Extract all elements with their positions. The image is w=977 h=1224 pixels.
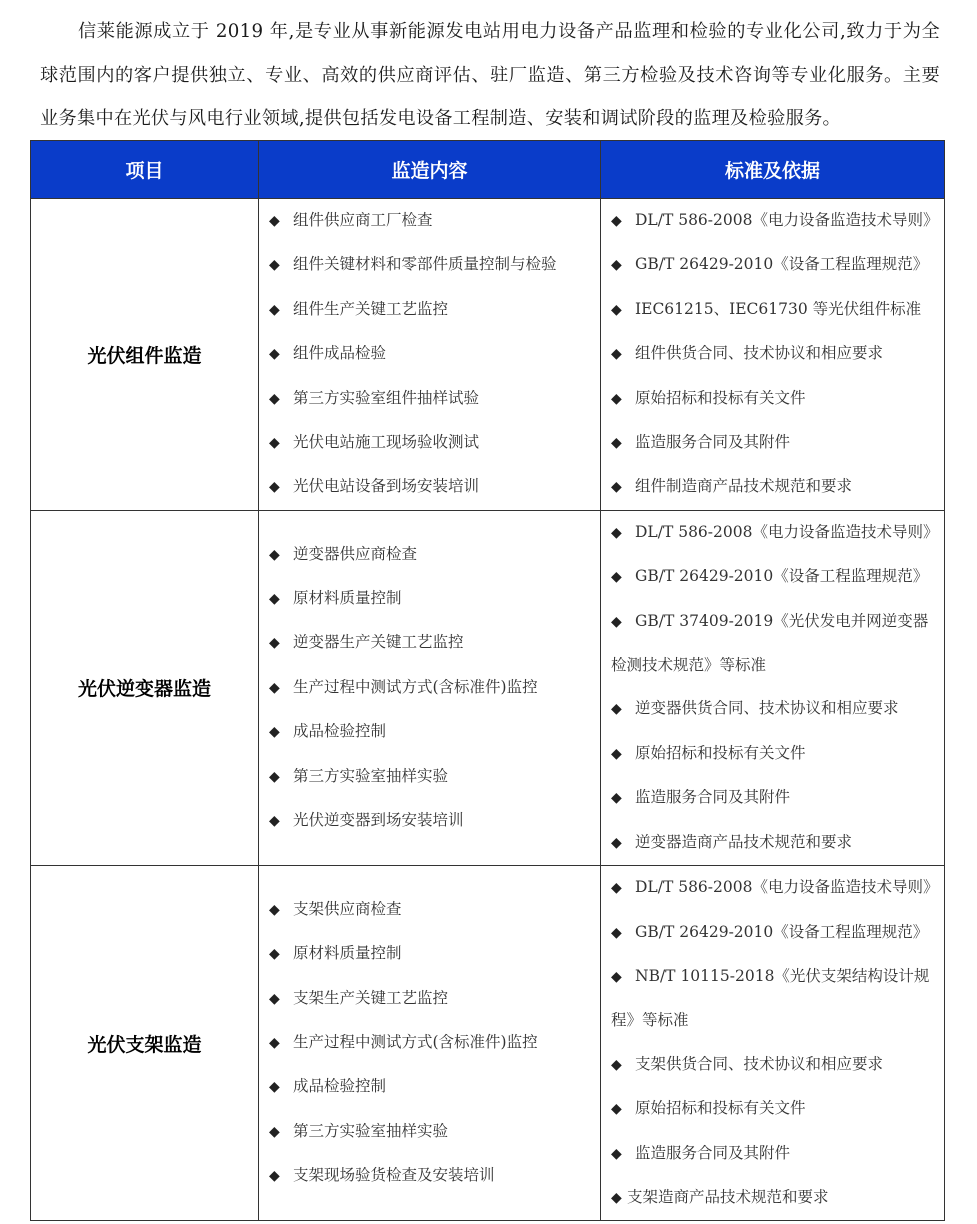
diamond-bullet-icon: ◆ <box>269 1123 280 1140</box>
diamond-bullet-icon: ◆ <box>269 479 280 496</box>
header-item: 项目 <box>31 141 259 199</box>
list-item: ◆ 组件成品检验 <box>259 332 600 376</box>
diamond-bullet-icon: ◆ <box>611 213 622 229</box>
diamond-bullet-icon: ◆ <box>269 724 280 741</box>
list-item: ◆ 监造服务合同及其附件 <box>601 1132 944 1176</box>
diamond-bullet-icon: ◆ <box>269 768 280 785</box>
list-item: ◆ DL/T 586-2008《电力设备监造技术导则》 <box>601 511 944 555</box>
diamond-bullet-icon: ◆ <box>611 880 622 897</box>
supervision-table <box>30 140 945 1221</box>
intro-text: 信莱能源成立于 2019 年,是专业从事新能源发电站用电力设备产品监理和检验的专业化公司,致力于为全球范围内的客户提供独立、专业、高效的供应商评估、驻厂监造、第三方检验及技术咨询等专业化服务。主要业务集中在光伏与风电行业领域,提供包括发电设备工程制造、安装和调试阶段的监理及检验服务。 <box>40 21 940 129</box>
diamond-bullet-icon: ◆ <box>269 990 280 1007</box>
table-header-row <box>31 141 945 199</box>
diamond-bullet-icon: ◆ <box>269 1168 280 1185</box>
standard-list <box>601 866 944 1220</box>
table-row <box>31 510 945 865</box>
list-item: ◆ NB/T 10115-2018《光伏支架结构设计规程》等标准 <box>601 955 944 1043</box>
list-item: ◆ 支架现场验货检查及安装培训 <box>259 1154 600 1198</box>
list-item: ◆ 光伏逆变器到场安装培训 <box>259 799 600 843</box>
diamond-bullet-icon: ◆ <box>611 834 622 851</box>
list-item: ◆ 成品检验控制 <box>259 710 600 754</box>
diamond-bullet-icon: ◆ <box>269 679 280 696</box>
list-item: ◆ 组件生产关键工艺监控 <box>259 288 600 332</box>
list-item: ◆ 第三方实验室抽样实验 <box>259 1110 600 1154</box>
list-item: ◆ GB/T 26429-2010《设备工程监理规范》 <box>601 911 944 955</box>
diamond-bullet-icon: ◆ <box>269 346 280 363</box>
list-item: ◆ 原材料质量控制 <box>259 577 600 621</box>
list-item: ◆ 组件制造商产品技术规范和要求 <box>601 465 944 509</box>
diamond-bullet-icon: ◆ <box>269 390 280 407</box>
diamond-bullet-icon: ◆ <box>269 546 280 563</box>
diamond-bullet-icon: ◆ <box>611 1189 622 1206</box>
item-cell: 光伏支架监造 <box>31 866 259 1221</box>
list-item: ◆ 逆变器供应商检查 <box>259 533 600 577</box>
diamond-bullet-icon: ◆ <box>611 701 622 718</box>
list-item: ◆ DL/T 586-2008《电力设备监造技术导则》 <box>601 199 944 243</box>
list-item: ◆ 逆变器供货合同、技术协议和相应要求 <box>601 687 944 731</box>
item-cell: 光伏组件监造 <box>31 199 259 511</box>
list-item: ◆ 监造服务合同及其附件 <box>601 421 944 465</box>
list-item: ◆ IEC61215、IEC61730 等光伏组件标准 <box>601 288 944 332</box>
header-content: 监造内容 <box>259 141 601 199</box>
diamond-bullet-icon: ◆ <box>611 524 622 541</box>
diamond-bullet-icon: ◆ <box>611 435 622 452</box>
content-list <box>259 533 600 844</box>
list-item: ◆ 成品检验控制 <box>259 1065 600 1109</box>
diamond-bullet-icon: ◆ <box>611 1145 622 1162</box>
list-item: ◆ 光伏电站施工现场验收测试 <box>259 421 600 465</box>
list-item: ◆ 组件关键材料和零部件质量控制与检验 <box>259 243 600 287</box>
diamond-bullet-icon: ◆ <box>269 257 280 274</box>
diamond-bullet-icon: ◆ <box>611 346 622 363</box>
diamond-bullet-icon: ◆ <box>611 390 622 407</box>
list-item: ◆ 逆变器造商产品技术规范和要求 <box>601 821 944 865</box>
content-cell <box>259 866 601 1221</box>
list-item: ◆ 原材料质量控制 <box>259 932 600 976</box>
content-list <box>259 199 600 510</box>
diamond-bullet-icon: ◆ <box>269 812 280 829</box>
item-cell: 光伏逆变器监造 <box>31 510 259 865</box>
content-cell <box>259 510 601 865</box>
table-row <box>31 866 945 1221</box>
diamond-bullet-icon: ◆ <box>269 635 280 652</box>
content-list <box>259 888 600 1199</box>
content-cell <box>259 199 601 511</box>
list-item: ◆ 逆变器生产关键工艺监控 <box>259 621 600 665</box>
diamond-bullet-icon: ◆ <box>611 479 622 496</box>
list-item: ◆ 原始招标和投标有关文件 <box>601 1087 944 1131</box>
diamond-bullet-icon: ◆ <box>611 257 622 274</box>
diamond-bullet-icon: ◆ <box>611 968 622 985</box>
diamond-bullet-icon: ◆ <box>269 590 280 607</box>
diamond-bullet-icon: ◆ <box>611 569 622 586</box>
standard-list <box>601 199 944 510</box>
list-item: ◆ 光伏电站设备到场安装培训 <box>259 465 600 509</box>
list-item: ◆ 监造服务合同及其附件 <box>601 776 944 820</box>
list-item: ◆ GB/T 26429-2010《设备工程监理规范》 <box>601 555 944 599</box>
list-item: ◆ 原始招标和投标有关文件 <box>601 732 944 776</box>
header-standard: 标准及依据 <box>601 141 945 199</box>
list-item: ◆ 生产过程中测试方式(含标准件)监控 <box>259 1021 600 1065</box>
standard-cell <box>601 510 945 865</box>
list-item: ◆ 第三方实验室抽样实验 <box>259 755 600 799</box>
list-item: ◆ 支架供应商检查 <box>259 888 600 932</box>
diamond-bullet-icon: ◆ <box>269 1035 280 1052</box>
list-item: ◆ 支架供货合同、技术协议和相应要求 <box>601 1043 944 1087</box>
diamond-bullet-icon: ◆ <box>611 924 622 941</box>
diamond-bullet-icon: ◆ <box>269 946 280 963</box>
intro-paragraph-block <box>40 10 940 141</box>
standard-cell <box>601 866 945 1221</box>
list-item: ◆ 第三方实验室组件抽样试验 <box>259 377 600 421</box>
diamond-bullet-icon: ◆ <box>611 745 622 762</box>
diamond-bullet-icon: ◆ <box>611 613 622 630</box>
standard-cell <box>601 199 945 511</box>
list-item: ◆ DL/T 586-2008《电力设备监造技术导则》 <box>601 866 944 910</box>
standard-list <box>601 511 944 865</box>
list-item: ◆ 原始招标和投标有关文件 <box>601 377 944 421</box>
list-item: ◆ GB/T 26429-2010《设备工程监理规范》 <box>601 243 944 287</box>
diamond-bullet-icon: ◆ <box>269 301 280 318</box>
diamond-bullet-icon: ◆ <box>269 435 280 452</box>
diamond-bullet-icon: ◆ <box>269 901 280 918</box>
list-item: ◆ 组件供应商工厂检查 <box>259 199 600 243</box>
list-item: ◆ 支架生产关键工艺监控 <box>259 977 600 1021</box>
diamond-bullet-icon: ◆ <box>611 790 622 807</box>
list-item: ◆ 支架造商产品技术规范和要求 <box>601 1176 944 1220</box>
list-item: ◆ 组件供货合同、技术协议和相应要求 <box>601 332 944 376</box>
diamond-bullet-icon: ◆ <box>611 301 622 318</box>
list-item: ◆ 生产过程中测试方式(含标准件)监控 <box>259 666 600 710</box>
list-item: ◆ GB/T 37409-2019《光伏发电并网逆变器检测技术规范》等标准 <box>601 600 944 688</box>
table-row <box>31 199 945 511</box>
diamond-bullet-icon: ◆ <box>269 213 280 229</box>
diamond-bullet-icon: ◆ <box>269 1079 280 1096</box>
diamond-bullet-icon: ◆ <box>611 1101 622 1118</box>
diamond-bullet-icon: ◆ <box>611 1056 622 1073</box>
